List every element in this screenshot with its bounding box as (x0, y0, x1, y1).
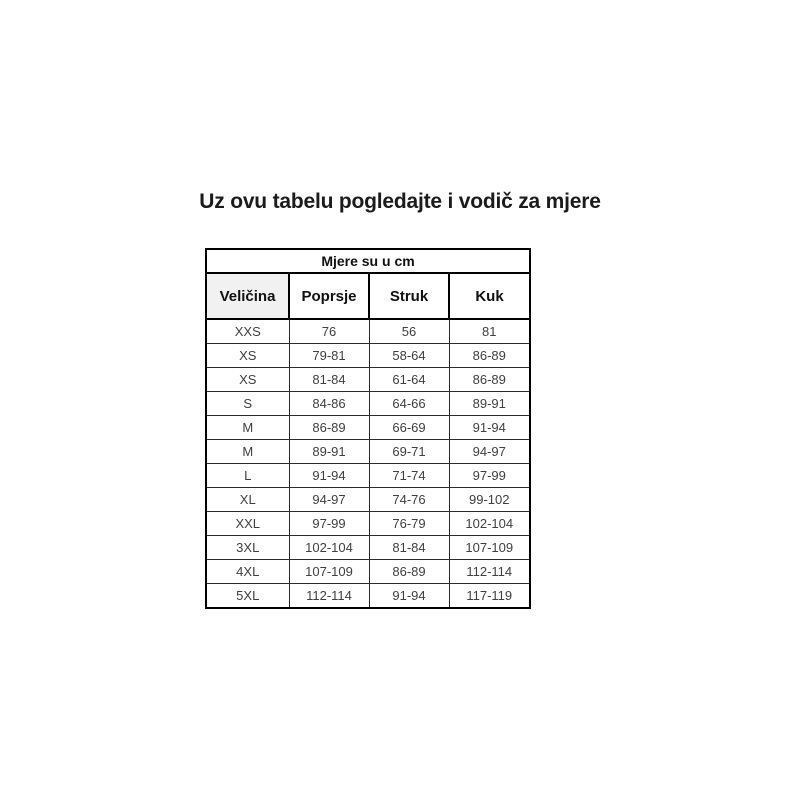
measure-cell: 102-104 (289, 536, 369, 560)
measure-cell: 86-89 (369, 560, 449, 584)
measure-cell: 56 (369, 319, 449, 344)
header-row (206, 273, 530, 319)
size-cell: M (206, 440, 289, 464)
measure-cell: 81-84 (369, 536, 449, 560)
table-caption: Mjere su u cm (206, 249, 530, 273)
size-cell: 3XL (206, 536, 289, 560)
measure-cell: 66-69 (369, 416, 449, 440)
measure-cell: 74-76 (369, 488, 449, 512)
measure-cell: 64-66 (369, 392, 449, 416)
measure-cell: 97-99 (449, 464, 530, 488)
measure-cell: 99-102 (449, 488, 530, 512)
size-cell: XXL (206, 512, 289, 536)
column-header-struk: Struk (369, 273, 449, 319)
measure-cell: 97-99 (289, 512, 369, 536)
measure-cell: 89-91 (289, 440, 369, 464)
size-cell: 5XL (206, 584, 289, 609)
measure-cell: 86-89 (449, 344, 530, 368)
table-row (206, 368, 530, 392)
caption-row (206, 249, 530, 273)
measure-cell: 91-94 (369, 584, 449, 609)
measure-cell: 71-74 (369, 464, 449, 488)
table-row (206, 536, 530, 560)
measure-cell: 89-91 (449, 392, 530, 416)
table-row (206, 584, 530, 609)
measure-cell: 94-97 (449, 440, 530, 464)
measure-cell: 112-114 (289, 584, 369, 609)
table-row (206, 416, 530, 440)
table-row (206, 560, 530, 584)
measure-cell: 112-114 (449, 560, 530, 584)
table-row (206, 464, 530, 488)
measure-cell: 107-109 (289, 560, 369, 584)
size-chart-table (205, 248, 531, 609)
size-cell: XS (206, 368, 289, 392)
measure-cell: 61-64 (369, 368, 449, 392)
measure-cell: 86-89 (289, 416, 369, 440)
page-title: Uz ovu tabelu pogledajte i vodič za mjere (199, 190, 601, 213)
table-row (206, 488, 530, 512)
measure-cell: 107-109 (449, 536, 530, 560)
table-body (206, 319, 530, 608)
column-header-poprsje: Poprsje (289, 273, 369, 319)
measure-cell: 94-97 (289, 488, 369, 512)
measure-cell: 76 (289, 319, 369, 344)
size-cell: XXS (206, 319, 289, 344)
measure-cell: 58-64 (369, 344, 449, 368)
measure-cell: 84-86 (289, 392, 369, 416)
size-cell: XL (206, 488, 289, 512)
column-header-velicina: Veličina (206, 273, 289, 319)
table-row (206, 344, 530, 368)
measure-cell: 81-84 (289, 368, 369, 392)
measure-cell: 102-104 (449, 512, 530, 536)
table-row (206, 392, 530, 416)
measure-cell: 117-119 (449, 584, 530, 609)
table-row (206, 440, 530, 464)
size-cell: S (206, 392, 289, 416)
measure-cell: 81 (449, 319, 530, 344)
measure-cell: 76-79 (369, 512, 449, 536)
size-cell: M (206, 416, 289, 440)
size-cell: XS (206, 344, 289, 368)
table-row (206, 319, 530, 344)
measure-cell: 79-81 (289, 344, 369, 368)
column-header-kuk: Kuk (449, 273, 530, 319)
measure-cell: 69-71 (369, 440, 449, 464)
measure-cell: 91-94 (449, 416, 530, 440)
table-row (206, 512, 530, 536)
size-cell: L (206, 464, 289, 488)
size-cell: 4XL (206, 560, 289, 584)
measure-cell: 86-89 (449, 368, 530, 392)
measure-cell: 91-94 (289, 464, 369, 488)
